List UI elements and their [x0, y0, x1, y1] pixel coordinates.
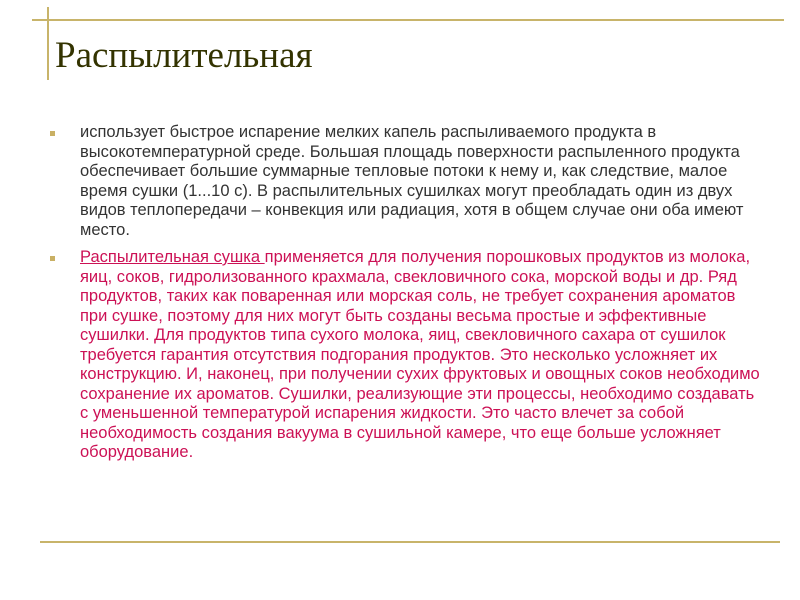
left-rule: [47, 7, 49, 80]
bullet-text-1: использует быстрое испарение мелких капель распыливаемого продукта в высокотемпературной среде. Большая площадь поверхности распыленного продукта обеспечивает большие суммарные тепловые потоки к нему и, как следствие, малое время сушки (1...10 с). В распылительных сушилках могут преобладать один из двух видов теплопередачи – конвекция или радиация, хотя в общем случае они оба имеют место.: [80, 123, 744, 239]
bullet-marker-icon: [50, 131, 55, 136]
bullet-marker-icon: [50, 256, 55, 261]
bullet-item-1: [50, 123, 760, 240]
spray-drying-link[interactable]: Распылительная сушка: [80, 248, 265, 266]
top-rule: [32, 19, 784, 21]
bottom-rule: [40, 541, 780, 543]
bullet-item-2: [50, 248, 760, 463]
slide-title: Распылительная: [55, 35, 313, 76]
bullet-text-2: применяется для получения порошковых продуктов из молока, яиц, соков, гидролизованного крахмала, свекловичного сока, морской воды и др. Ряд продуктов, таких как поваренная или морская соль, не требует сохранения ароматов при сушке, поэтому для них могут быть созданы весьма простые и эффективные сушилки. Для продуктов типа сухого молока, яиц, свекловичного сахара от сушилок требуется гарантия отсутствия подгорания продуктов. Это несколько усложняет их конструкцию. И, наконец, при получении сухих фруктовых и овощных соков необходимо сохранение их ароматов. Сушилки, реализующие эти процессы, необходимо создавать с уменьшенной температурой испарения жидкости. Это часто влечет за собой необходимость создания вакуума в сушильной камере, что еще больше усложняет оборудование.: [80, 248, 760, 461]
bullet-list: [50, 123, 760, 471]
